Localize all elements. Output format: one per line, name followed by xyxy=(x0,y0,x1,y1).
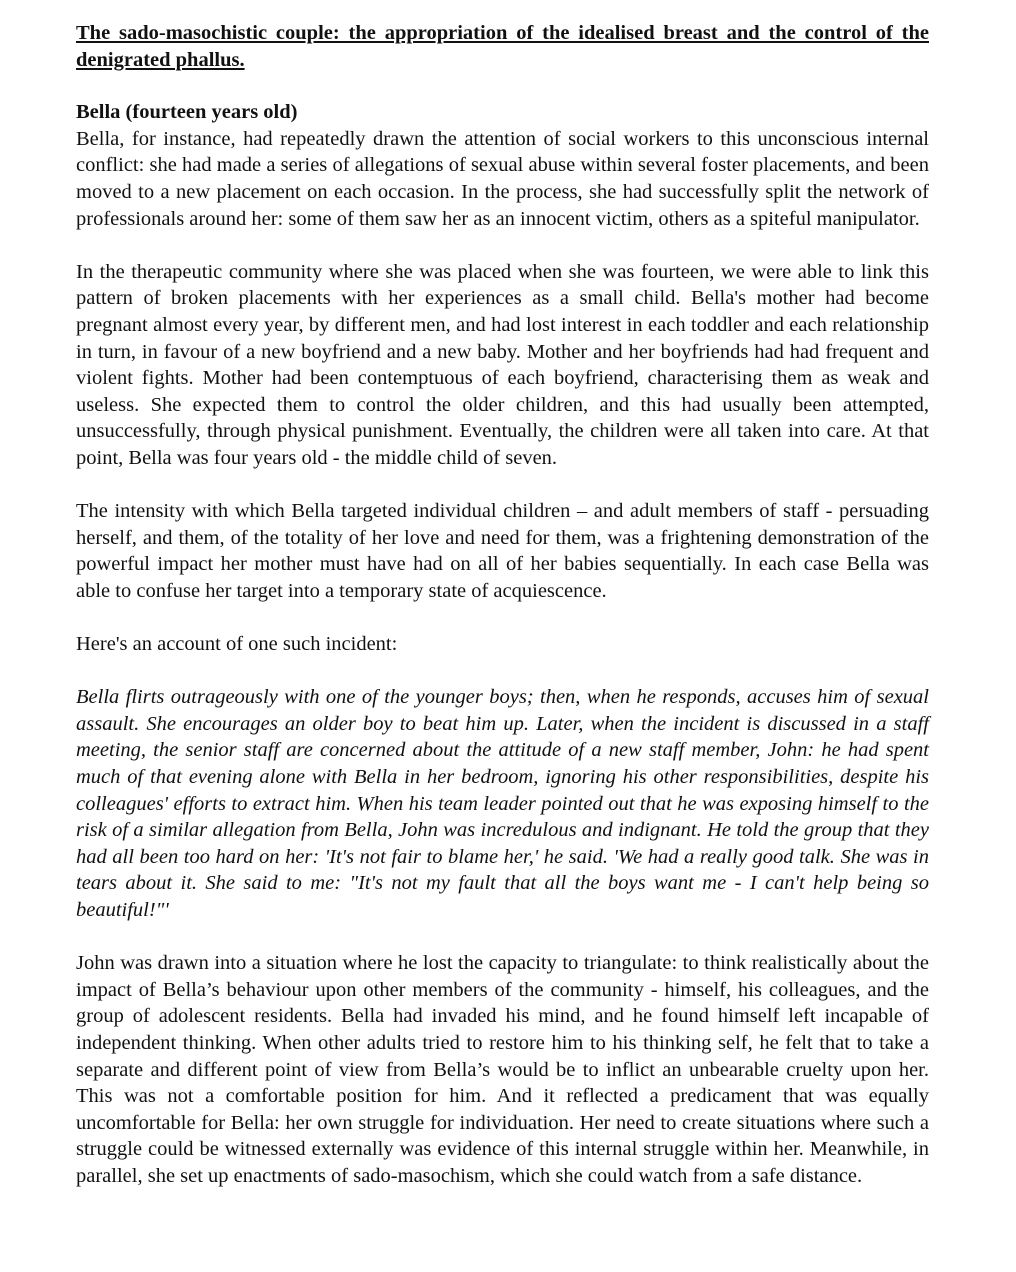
document-page xyxy=(76,20,929,1190)
paragraph-analysis: John was drawn into a situation where he lost the capacity to triangulate: to think realistically about the impact of Bella’s behaviour upon other members of the community - himself, his colleagues, and the group of adolescent residents. Bella had invaded his mind, and he found himself left incapable of independent thinking. When other adults tried to restore him to his thinking self, he felt that to take a separate and different point of view from Bella’s would be to inflict an unbearable cruelty upon her. This was not a comfortable position for him. And it reflected a predicament that was equally uncomfortable for Bella: her own struggle for individuation. Her need to create situations where such a struggle could be witnessed externally was evidence of this internal struggle within her. Meanwhile, in parallel, she set up enactments of sado-masochism, which she could watch from a safe distance. xyxy=(76,952,929,1187)
paragraph-incident-account: Bella flirts outrageously with one of the younger boys; then, when he responds, accuses him of sexual assault. She encourages an older boy to beat him up. Later, when the incident is discussed in a staff meeting, the senior staff are concerned about the attitude of a new staff member, John: he had spent much of that evening alone with Bella in her bedroom, ignoring his other responsibilities, despite his colleagues' efforts to extract him. When his team leader pointed out that he was exposing himself to the risk of a similar allegation from Bella, John was incredulous and indignant. He told the group that they had all been too hard on her: 'It's not fair to blame her,' he said. 'We had a really good talk. She was in tears about it. She said to me: "It's not my fault that all the boys want me - I can't help being so beautiful!"' xyxy=(76,686,929,921)
paragraph-background: In the therapeutic community where she was placed when she was fourteen, we were able to link this pattern of broken placements with her experiences as a small child. Bella's mother had become pregnant almost every year, by different men, and had lost interest in each toddler and each relationship in turn, in favour of a new boyfriend and a new baby. Mother and her boyfriends had had frequent and violent fights. Mother had been contemptuous of each boyfriend, characterising them as weak and useless. She expected them to control the older children, and this had usually been attempted, unsuccessfully, through physical punishment. Eventually, the children were all taken into care. At that point, Bella was four years old - the middle child of seven. xyxy=(76,260,929,469)
section-title: The sado-masochistic couple: the appropriation of the idealised breast and the control of the denigrated phallus. xyxy=(76,22,929,71)
paragraph-intensity: The intensity with which Bella targeted individual children – and adult members of staff - persuading herself, and them, of the totality of her love and need for them, was a frightening demonstration of the powerful impact her mother must have had on all of her babies sequentially. In each case Bella was able to confuse her target into a temporary state of acquiescence. xyxy=(76,500,929,602)
paragraph-account-intro: Here's an account of one such incident: xyxy=(76,633,398,656)
paragraph-intro: Bella, for instance, had repeatedly drawn the attention of social workers to this unconscious internal conflict: she had made a series of allegations of sexual abuse within several foster placements, and been moved to a new placement on each occasion. In the process, she had successfully split the network of professionals around her: some of them saw her as an innocent victim, others as a spiteful manipulator. xyxy=(76,127,929,230)
case-subheading: Bella (fourteen years old) xyxy=(76,101,298,124)
